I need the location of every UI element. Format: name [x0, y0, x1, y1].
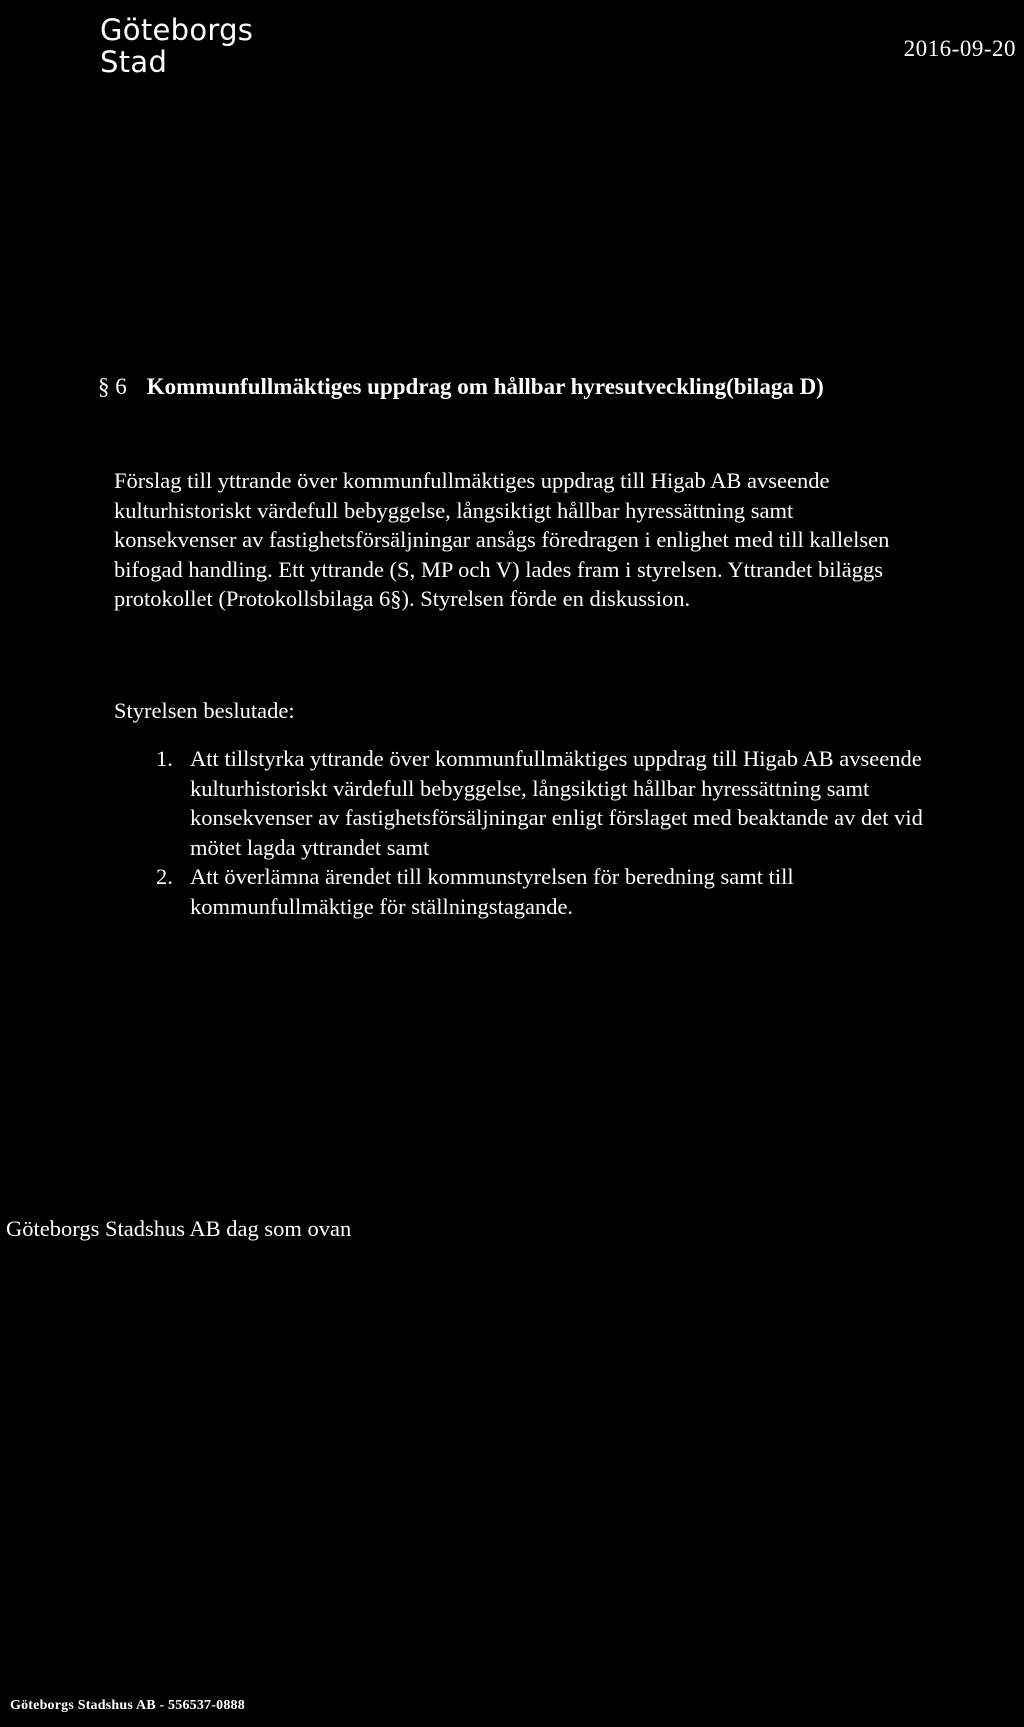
decision-list [114, 744, 1024, 921]
logo-line-2: Stad [100, 45, 168, 79]
decision-line: konsekvenser av fastighetsförsäljningar enligt förslaget med beaktande av det vid [190, 805, 923, 830]
logo-line-1: Göteborgs [100, 13, 254, 47]
decision-number: 1. [156, 746, 173, 771]
document-date: 2016-09-20 [903, 36, 1016, 61]
city-logo [100, 14, 253, 78]
decision-line: mötet lagda yttrandet samt [190, 834, 430, 860]
section-number: § 6 [98, 374, 127, 399]
body-line: konsekvenser av fastighetsförsäljningar ansågs föredragen i enlighet med till kallelsen [114, 527, 890, 552]
decision-item-1 [114, 744, 1024, 862]
section-title: Kommunfullmäktiges uppdrag om hållbar hyresutveckling(bilaga D) [146, 374, 824, 399]
decision-line: Att tillstyrka yttrande över kommunfullmäktiges uppdrag till Higab AB avseende [190, 746, 922, 771]
footer-company: Göteborgs Stadshus AB - 556537-0888 [10, 1698, 245, 1713]
decision-line: kommunfullmäktige för ställningstagande. [190, 893, 574, 919]
signature-line: Göteborgs Stadshus AB dag som ovan [6, 1216, 352, 1241]
decision-item-2 [114, 862, 1024, 921]
decision-line: kulturhistoriskt värdefull bebyggelse, långsiktigt hållbar hyressättning samt [190, 775, 870, 801]
decision-label: Styrelsen beslutade: [114, 698, 295, 723]
section-heading [98, 374, 824, 400]
body-line: Förslag till yttrande över kommunfullmäktiges uppdrag till Higab AB avseende [114, 468, 830, 493]
body-line: protokollet (Protokollsbilaga 6§). Styrelsen förde en diskussion. [114, 586, 691, 611]
body-paragraph [114, 466, 1014, 614]
body-line: bifogad handling. Ett yttrande (S, MP och V) lades fram i styrelsen. Yttrandet biläggs [114, 556, 884, 582]
decision-line: Att överlämna ärendet till kommunstyrelsen för beredning samt till [190, 864, 794, 889]
body-line: kulturhistoriskt värdefull bebyggelse, långsiktigt hållbar hyressättning samt [114, 497, 794, 523]
decision-number: 2. [156, 864, 173, 889]
